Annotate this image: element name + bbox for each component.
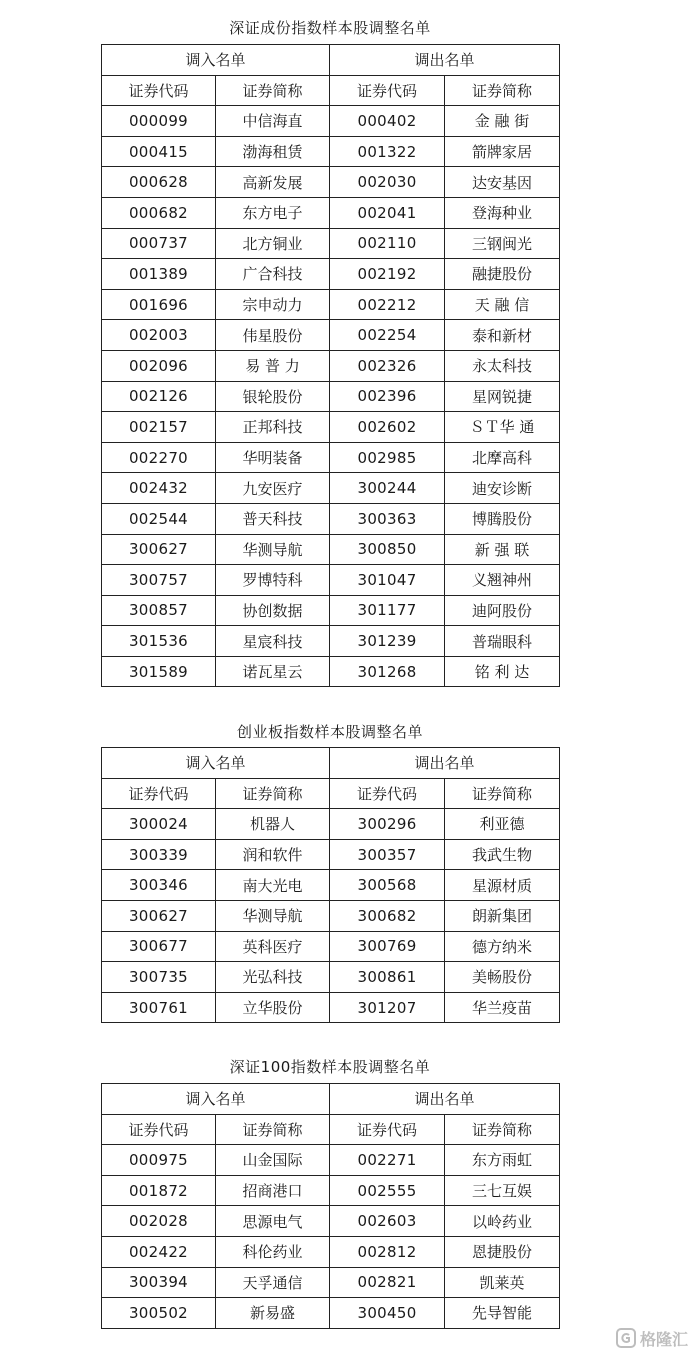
security-name-cell: 利亚德 bbox=[445, 809, 560, 840]
security-code-cell: 300357 bbox=[330, 839, 445, 870]
security-code-cell: 002985 bbox=[330, 442, 445, 473]
security-name-cell: 机器人 bbox=[216, 809, 330, 840]
security-code-cell: 000628 bbox=[102, 167, 216, 198]
security-name-cell: 南大光电 bbox=[216, 870, 330, 901]
table-row bbox=[102, 900, 560, 931]
column-header-row bbox=[102, 778, 560, 809]
security-code-cell: 002192 bbox=[330, 259, 445, 290]
security-name-cell: 北摩高科 bbox=[445, 442, 560, 473]
table-row bbox=[102, 1236, 560, 1267]
security-code-cell: 001389 bbox=[102, 259, 216, 290]
watermark-text: 格隆汇 bbox=[639, 1329, 688, 1349]
security-code-cell: 002432 bbox=[102, 473, 216, 504]
table-row bbox=[102, 197, 560, 228]
security-name-cell: 思源电气 bbox=[216, 1206, 330, 1237]
security-name-cell: 广合科技 bbox=[216, 259, 330, 290]
security-name-cell: 北方铜业 bbox=[216, 228, 330, 259]
security-name-cell: 义翘神州 bbox=[445, 565, 560, 596]
security-name-cell: 三七互娱 bbox=[445, 1175, 560, 1206]
security-name-cell: 华兰疫苗 bbox=[445, 992, 560, 1023]
table-title: 深证成份指数样本股调整名单 bbox=[229, 19, 431, 37]
column-header: 证券代码 bbox=[102, 1114, 216, 1145]
watermark bbox=[616, 1327, 688, 1349]
security-name-cell: 九安医疗 bbox=[216, 473, 330, 504]
table-row bbox=[102, 259, 560, 290]
security-name-cell: 润和软件 bbox=[216, 839, 330, 870]
security-code-cell: 002003 bbox=[102, 320, 216, 351]
security-code-cell: 000737 bbox=[102, 228, 216, 259]
out-list-header: 调出名单 bbox=[330, 45, 560, 76]
security-name-cell: 宗申动力 bbox=[216, 289, 330, 320]
security-name-cell: 泰和新材 bbox=[445, 320, 560, 351]
security-code-cell: 002396 bbox=[330, 381, 445, 412]
security-name-cell: 金 融 街 bbox=[445, 106, 560, 137]
security-code-cell: 300627 bbox=[102, 534, 216, 565]
table-row bbox=[102, 289, 560, 320]
security-code-cell: 301536 bbox=[102, 626, 216, 657]
security-name-cell: 华测导航 bbox=[216, 900, 330, 931]
security-code-cell: 001872 bbox=[102, 1175, 216, 1206]
security-code-cell: 300857 bbox=[102, 595, 216, 626]
security-name-cell: 德方纳米 bbox=[445, 931, 560, 962]
security-name-cell: 新 强 联 bbox=[445, 534, 560, 565]
table-row bbox=[102, 565, 560, 596]
column-header: 证券代码 bbox=[102, 778, 216, 809]
security-name-cell: 高新发展 bbox=[216, 167, 330, 198]
table-row bbox=[102, 626, 560, 657]
security-code-cell: 301239 bbox=[330, 626, 445, 657]
security-name-cell: 我武生物 bbox=[445, 839, 560, 870]
security-name-cell: 易 普 力 bbox=[216, 350, 330, 381]
column-header: 证券代码 bbox=[102, 75, 216, 106]
security-name-cell: 博腾股份 bbox=[445, 503, 560, 534]
security-name-cell: 光弘科技 bbox=[216, 962, 330, 993]
security-name-cell: 诺瓦星云 bbox=[216, 656, 330, 687]
table-title: 创业板指数样本股调整名单 bbox=[236, 723, 423, 741]
security-code-cell: 002602 bbox=[330, 412, 445, 443]
security-name-cell: 迪安诊断 bbox=[445, 473, 560, 504]
security-code-cell: 300346 bbox=[102, 870, 216, 901]
adjustment-table bbox=[101, 747, 560, 1023]
security-code-cell: 300861 bbox=[330, 962, 445, 993]
table-row bbox=[102, 931, 560, 962]
security-code-cell: 002422 bbox=[102, 1236, 216, 1267]
security-code-cell: 002271 bbox=[330, 1145, 445, 1176]
security-name-cell: 中信海直 bbox=[216, 106, 330, 137]
security-name-cell: 罗博特科 bbox=[216, 565, 330, 596]
security-code-cell: 300363 bbox=[330, 503, 445, 534]
security-code-cell: 000975 bbox=[102, 1145, 216, 1176]
security-code-cell: 002212 bbox=[330, 289, 445, 320]
security-code-cell: 300394 bbox=[102, 1267, 216, 1298]
security-code-cell: 002270 bbox=[102, 442, 216, 473]
security-name-cell: 铭 利 达 bbox=[445, 656, 560, 687]
security-code-cell: 002821 bbox=[330, 1267, 445, 1298]
security-name-cell: 协创数据 bbox=[216, 595, 330, 626]
security-name-cell: 东方电子 bbox=[216, 197, 330, 228]
security-name-cell: 星网锐捷 bbox=[445, 381, 560, 412]
security-name-cell: 立华股份 bbox=[216, 992, 330, 1023]
security-code-cell: 300296 bbox=[330, 809, 445, 840]
security-name-cell: 渤海租赁 bbox=[216, 136, 330, 167]
security-name-cell: 箭牌家居 bbox=[445, 136, 560, 167]
security-name-cell: 以岭药业 bbox=[445, 1206, 560, 1237]
security-code-cell: 002110 bbox=[330, 228, 445, 259]
table-row bbox=[102, 534, 560, 565]
security-name-cell: 恩捷股份 bbox=[445, 1236, 560, 1267]
table-row bbox=[102, 656, 560, 687]
column-header: 证券简称 bbox=[445, 75, 560, 106]
column-header: 证券代码 bbox=[330, 75, 445, 106]
table-row bbox=[102, 1175, 560, 1206]
security-code-cell: 301589 bbox=[102, 656, 216, 687]
security-name-cell: 新易盛 bbox=[216, 1298, 330, 1329]
security-code-cell: 301047 bbox=[330, 565, 445, 596]
group-header-row bbox=[102, 1084, 560, 1115]
security-code-cell: 300568 bbox=[330, 870, 445, 901]
security-code-cell: 002030 bbox=[330, 167, 445, 198]
table-row bbox=[102, 381, 560, 412]
security-code-cell: 002544 bbox=[102, 503, 216, 534]
security-code-cell: 300627 bbox=[102, 900, 216, 931]
table-row bbox=[102, 503, 560, 534]
security-name-cell: 天孚通信 bbox=[216, 1267, 330, 1298]
security-code-cell: 300677 bbox=[102, 931, 216, 962]
security-code-cell: 002812 bbox=[330, 1236, 445, 1267]
group-header-row bbox=[102, 748, 560, 779]
security-code-cell: 300450 bbox=[330, 1298, 445, 1329]
security-code-cell: 000099 bbox=[102, 106, 216, 137]
adjustment-table bbox=[101, 44, 560, 687]
table-row bbox=[102, 473, 560, 504]
security-code-cell: 001322 bbox=[330, 136, 445, 167]
table-title: 深证100指数样本股调整名单 bbox=[229, 1058, 431, 1076]
table-row bbox=[102, 1298, 560, 1329]
security-name-cell: 迪阿股份 bbox=[445, 595, 560, 626]
column-header: 证券简称 bbox=[445, 778, 560, 809]
security-code-cell: 002041 bbox=[330, 197, 445, 228]
security-name-cell: ＳＴ华 通 bbox=[445, 412, 560, 443]
security-name-cell: 山金国际 bbox=[216, 1145, 330, 1176]
security-code-cell: 300757 bbox=[102, 565, 216, 596]
table-row bbox=[102, 320, 560, 351]
table-row bbox=[102, 106, 560, 137]
security-code-cell: 300244 bbox=[330, 473, 445, 504]
security-name-cell: 融捷股份 bbox=[445, 259, 560, 290]
security-code-cell: 002028 bbox=[102, 1206, 216, 1237]
table-row bbox=[102, 228, 560, 259]
security-name-cell: 科伦药业 bbox=[216, 1236, 330, 1267]
security-name-cell: 星宸科技 bbox=[216, 626, 330, 657]
security-name-cell: 伟星股份 bbox=[216, 320, 330, 351]
column-header: 证券简称 bbox=[216, 1114, 330, 1145]
security-name-cell: 招商港口 bbox=[216, 1175, 330, 1206]
table-row bbox=[102, 167, 560, 198]
security-name-cell: 三钢闽光 bbox=[445, 228, 560, 259]
table-row bbox=[102, 1145, 560, 1176]
table-row bbox=[102, 442, 560, 473]
security-code-cell: 000682 bbox=[102, 197, 216, 228]
table-row bbox=[102, 809, 560, 840]
security-name-cell: 先导智能 bbox=[445, 1298, 560, 1329]
security-code-cell: 300769 bbox=[330, 931, 445, 962]
column-header: 证券简称 bbox=[216, 778, 330, 809]
table-row bbox=[102, 350, 560, 381]
security-name-cell: 英科医疗 bbox=[216, 931, 330, 962]
table-row bbox=[102, 595, 560, 626]
security-name-cell: 东方雨虹 bbox=[445, 1145, 560, 1176]
table-row bbox=[102, 1267, 560, 1298]
security-code-cell: 300024 bbox=[102, 809, 216, 840]
security-name-cell: 永太科技 bbox=[445, 350, 560, 381]
security-name-cell: 华明装备 bbox=[216, 442, 330, 473]
column-header: 证券代码 bbox=[330, 1114, 445, 1145]
security-code-cell: 301268 bbox=[330, 656, 445, 687]
security-code-cell: 300339 bbox=[102, 839, 216, 870]
out-list-header: 调出名单 bbox=[330, 1084, 560, 1115]
security-code-cell: 301207 bbox=[330, 992, 445, 1023]
security-name-cell: 达安基因 bbox=[445, 167, 560, 198]
table-row bbox=[102, 412, 560, 443]
column-header: 证券简称 bbox=[216, 75, 330, 106]
column-header-row bbox=[102, 1114, 560, 1145]
security-code-cell: 300735 bbox=[102, 962, 216, 993]
security-code-cell: 001696 bbox=[102, 289, 216, 320]
security-name-cell: 朗新集团 bbox=[445, 900, 560, 931]
table-row bbox=[102, 870, 560, 901]
glh-logo-icon bbox=[616, 1328, 636, 1348]
security-name-cell: 正邦科技 bbox=[216, 412, 330, 443]
security-name-cell: 普瑞眼科 bbox=[445, 626, 560, 657]
column-header: 证券代码 bbox=[330, 778, 445, 809]
security-code-cell: 002555 bbox=[330, 1175, 445, 1206]
column-header-row bbox=[102, 75, 560, 106]
table-row bbox=[102, 962, 560, 993]
security-code-cell: 002326 bbox=[330, 350, 445, 381]
table-row bbox=[102, 839, 560, 870]
security-code-cell: 002603 bbox=[330, 1206, 445, 1237]
security-code-cell: 300761 bbox=[102, 992, 216, 1023]
security-code-cell: 300502 bbox=[102, 1298, 216, 1329]
security-name-cell: 华测导航 bbox=[216, 534, 330, 565]
table-row bbox=[102, 1206, 560, 1237]
security-code-cell: 002254 bbox=[330, 320, 445, 351]
column-header: 证券简称 bbox=[445, 1114, 560, 1145]
out-list-header: 调出名单 bbox=[330, 748, 560, 779]
security-code-cell: 002096 bbox=[102, 350, 216, 381]
security-code-cell: 002157 bbox=[102, 412, 216, 443]
security-name-cell: 美畅股份 bbox=[445, 962, 560, 993]
security-name-cell: 天 融 信 bbox=[445, 289, 560, 320]
in-list-header: 调入名单 bbox=[102, 748, 330, 779]
security-code-cell: 000415 bbox=[102, 136, 216, 167]
security-name-cell: 凯莱英 bbox=[445, 1267, 560, 1298]
in-list-header: 调入名单 bbox=[102, 45, 330, 76]
security-name-cell: 普天科技 bbox=[216, 503, 330, 534]
security-code-cell: 300682 bbox=[330, 900, 445, 931]
security-name-cell: 星源材质 bbox=[445, 870, 560, 901]
security-code-cell: 301177 bbox=[330, 595, 445, 626]
security-name-cell: 登海种业 bbox=[445, 197, 560, 228]
in-list-header: 调入名单 bbox=[102, 1084, 330, 1115]
security-name-cell: 银轮股份 bbox=[216, 381, 330, 412]
group-header-row bbox=[102, 45, 560, 76]
security-code-cell: 002126 bbox=[102, 381, 216, 412]
security-code-cell: 000402 bbox=[330, 106, 445, 137]
table-row bbox=[102, 992, 560, 1023]
table-row bbox=[102, 136, 560, 167]
security-code-cell: 300850 bbox=[330, 534, 445, 565]
adjustment-table bbox=[101, 1083, 560, 1329]
